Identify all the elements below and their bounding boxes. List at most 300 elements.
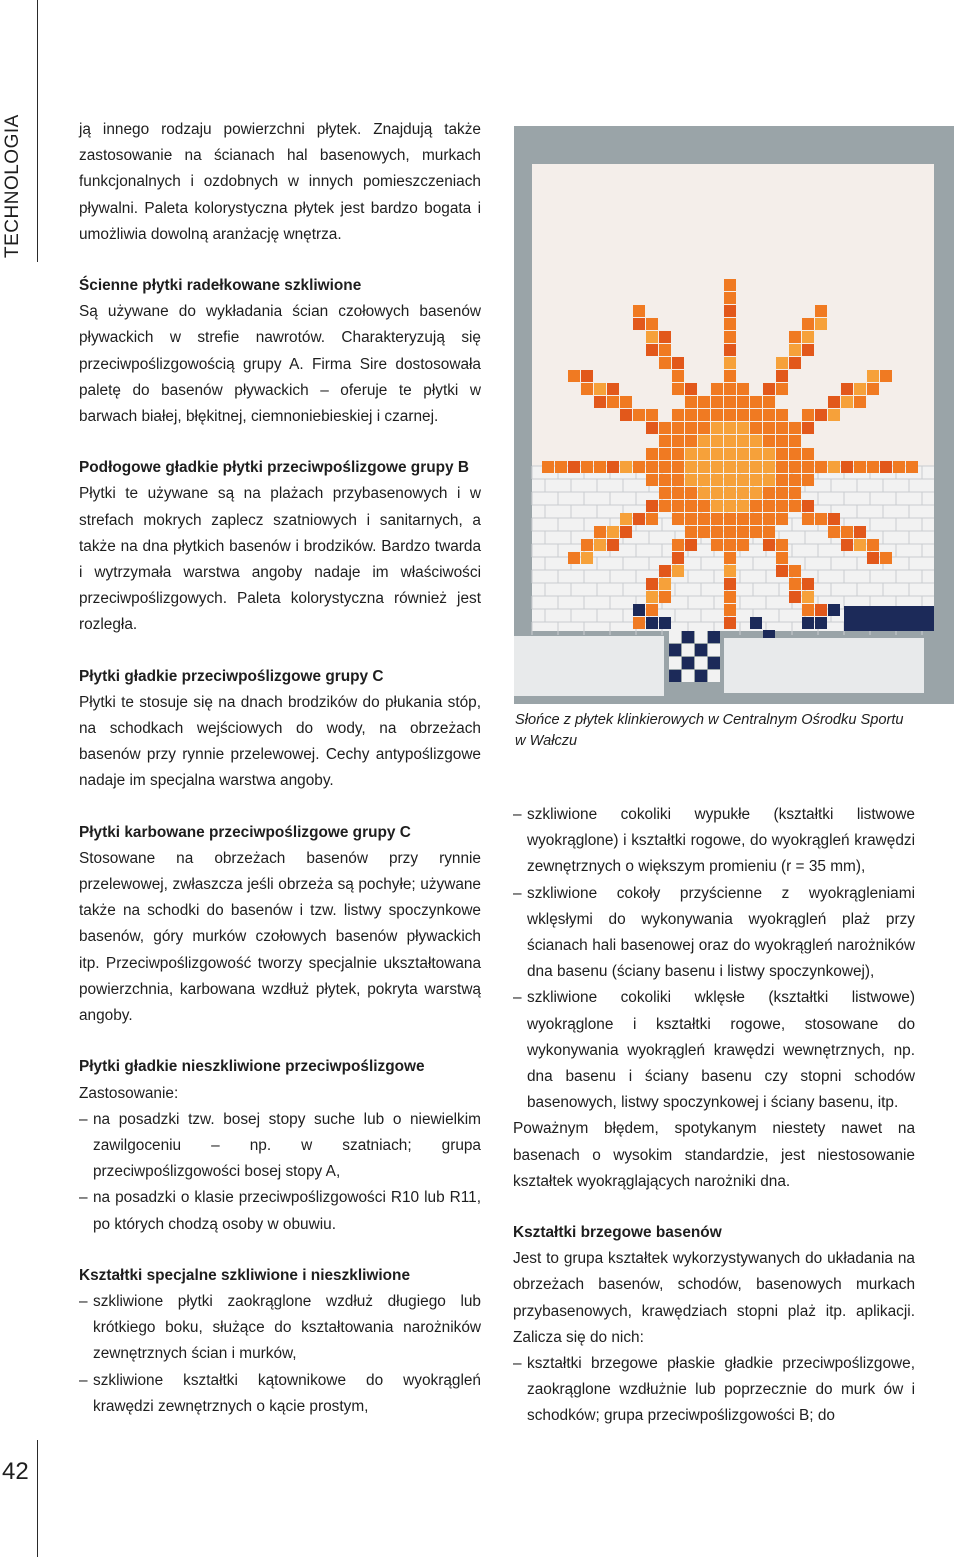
left-column — [79, 117, 481, 1420]
sun-tile — [685, 422, 697, 434]
sun-tile — [607, 461, 619, 473]
sun-tile — [815, 409, 827, 421]
sun-tile — [724, 604, 736, 616]
sun-tile — [711, 513, 723, 525]
sun-tile — [802, 500, 814, 512]
sun-tile — [854, 539, 866, 551]
sun-tile — [776, 383, 788, 395]
sun-tile — [685, 513, 697, 525]
section-body: Płytki te stosuje się na dnach brodzików do płukania stóp, na schodkach wejściowych do wody, na obrzeżach basenów przy rynnie przelewowej. Cechy antypoślizgowe nadaje im specjalna warstwa angoby. — [79, 693, 481, 790]
sun-tile — [763, 396, 775, 408]
sun-tile — [698, 500, 710, 512]
list-item: – szkliwione cokoliki wklęsłe (kształtki listwowe) wyokrąglone i kształtki rogowe, stosowane do wykonywania wyokrągleń krawędzi wewnętrznych, np. dna basenu i ściany basenu czy stopni schodów basenowych, listwy spoczynkowej i ściany basenu, itp. — [513, 985, 915, 1116]
sun-tile — [685, 539, 697, 551]
sun-tile — [802, 318, 814, 330]
sun-tile — [867, 539, 879, 551]
sun-tile — [776, 513, 788, 525]
sun-tile — [711, 448, 723, 460]
sun-tile — [724, 305, 736, 317]
sun-tile — [607, 526, 619, 538]
sun-tile — [776, 422, 788, 434]
list-item: – szkliwione płytki zaokrąglone wzdłuż długiego lub krótkiego boku, służące do kształtowania narożników zewnętrznych ścian i murków, — [79, 1289, 481, 1368]
sun-tile — [802, 578, 814, 590]
sun-tile — [789, 487, 801, 499]
sun-tile — [620, 513, 632, 525]
sun-tile — [776, 448, 788, 460]
sun-tile — [724, 357, 736, 369]
sun-tile — [776, 500, 788, 512]
sun-tile — [750, 422, 762, 434]
sun-tile — [867, 461, 879, 473]
sun-tile — [698, 396, 710, 408]
section-body: Stosowane na obrzeżach basenów przy rynnie przelewowej, zwłaszcza jeśli obrzeża są pochyłe; używane także na schodki do basenów i tzw. listwy spoczynkowe basenów, góry murków czołowych basenów pływackich itp. Przeciwpoślizgowość tworzy specjalnie ukształtowana powierzchnia, karbowana wzdłuż płytek, pokryta warstwą angoby. — [79, 849, 481, 1025]
section-heading: Płytki gładkie nieszkliwione przeciwpoślizgowe — [79, 1058, 425, 1076]
sun-tile — [763, 448, 775, 460]
warning-paragraph: Poważnym błędem, spotykanym niestety nawet na basenach o wysokim standardzie, jest niestosowanie kształtek wyokrąglających narożniki dna. — [513, 1120, 915, 1190]
sun-tile — [568, 552, 580, 564]
section-body: Płytki te używane są na plażach przybasenowych i w strefach mokrych zaplecz szatniowych i sanitarnych, a także na dna płytkich basenów i brodzików. Bardzo twarda i wytrzymała warstwa angoby nadaje im właściwości przeciwpoślizgowych. Paleta kolorystyczna również jest rozległa. — [79, 485, 481, 634]
sun-tile — [711, 409, 723, 421]
sun-tile — [698, 435, 710, 447]
sun-tile — [815, 604, 827, 616]
sun-tile — [724, 279, 736, 291]
sun-tile — [659, 500, 671, 512]
list-item: – szkliwione cokoły przyścienne z wyokrągleniami wklęsłymi do wykonywania wyokrągleń plaż przy ścianach hali basenowej oraz do wyokrągleń narożników dna basenu (ściany basenu i listwy spoczynkowej), — [513, 881, 915, 986]
sun-tile — [672, 565, 684, 577]
sun-tile — [646, 578, 658, 590]
sun-tile — [776, 487, 788, 499]
sun-tile — [594, 539, 606, 551]
sun-tile — [685, 487, 697, 499]
sun-tile — [672, 409, 684, 421]
sun-tile — [828, 461, 840, 473]
sun-tile — [724, 461, 736, 473]
sun-tile — [737, 500, 749, 512]
sun-tile — [737, 396, 749, 408]
sun-tile — [724, 565, 736, 577]
bench-left — [514, 636, 664, 696]
sun-tile — [724, 422, 736, 434]
sun-tile — [711, 526, 723, 538]
sun-tile — [737, 526, 749, 538]
sun-tile — [828, 409, 840, 421]
sun-tile — [789, 500, 801, 512]
sun-tile — [906, 461, 918, 473]
sun-tile — [841, 526, 853, 538]
sun-tile — [763, 487, 775, 499]
sun-tile — [568, 461, 580, 473]
page-number: 42 — [2, 1458, 29, 1485]
sun-tile — [789, 357, 801, 369]
checker-tile — [682, 644, 694, 656]
checker-tile — [708, 644, 720, 656]
sun-tile — [659, 344, 671, 356]
sun-tile — [659, 591, 671, 603]
sun-tile — [789, 565, 801, 577]
sun-tile — [711, 435, 723, 447]
list-item: – na posadzki tzw. bosej stopy suche lub o niewielkim zawilgoceniu – np. w szatniach; grupa przeciwpoślizgowości bosej stopy A, — [79, 1107, 481, 1186]
sun-tile — [711, 487, 723, 499]
sun-tile — [659, 422, 671, 434]
sun-tile — [659, 435, 671, 447]
sun-mosaic-image — [514, 126, 954, 704]
section-heading: Kształtki brzegowe basenów — [513, 1224, 722, 1242]
sun-tile — [698, 409, 710, 421]
sun-tile — [633, 513, 645, 525]
list-item: – szkliwione kształtki kątownikowe do wyokrągleń krawędzi zewnętrznych o kącie prostym, — [79, 1368, 481, 1420]
sun-tile — [776, 539, 788, 551]
sun-tile — [763, 526, 775, 538]
sun-tile — [776, 409, 788, 421]
sun-tile — [737, 422, 749, 434]
sun-tile — [763, 539, 775, 551]
navy-band — [844, 606, 934, 631]
sun-tile — [659, 578, 671, 590]
sun-tile — [724, 409, 736, 421]
sun-tile — [763, 422, 775, 434]
sun-tile — [867, 383, 879, 395]
navy-tile — [802, 617, 814, 629]
sun-tile — [646, 331, 658, 343]
sun-tile — [737, 487, 749, 499]
sun-tile — [828, 526, 840, 538]
sun-tile — [620, 526, 632, 538]
sun-tile — [581, 552, 593, 564]
checker-tile — [682, 657, 694, 669]
sun-tile — [789, 422, 801, 434]
sun-tile — [724, 513, 736, 525]
section-heading: Płytki karbowane przeciwpoślizgowe grupy C — [79, 823, 411, 841]
sun-tile — [698, 513, 710, 525]
sun-tile — [737, 513, 749, 525]
sun-tile — [685, 383, 697, 395]
sun-tile — [789, 578, 801, 590]
sun-tile — [750, 448, 762, 460]
sun-tile — [854, 526, 866, 538]
sun-tile — [724, 383, 736, 395]
sun-tile — [789, 474, 801, 486]
sun-tile — [581, 461, 593, 473]
sun-tile — [594, 383, 606, 395]
sun-tile — [750, 513, 762, 525]
section-body: Są używane do wykładania ścian czołowych basenów pływackich w strefie nawrotów. Charakteryzują się przeciwpoślizgowością grupy A. Firma Sire dostosowała paletę do basenów pływackich – oferuje te płytki w barwach białej, błękitnej, ciemnoniebieskiej i czarnej. — [79, 303, 481, 426]
checker-tile — [708, 670, 720, 682]
sun-tile — [620, 396, 632, 408]
sun-mosaic-photo — [514, 126, 954, 704]
sun-tile — [724, 396, 736, 408]
sun-tile — [750, 526, 762, 538]
sun-tile — [685, 500, 697, 512]
sun-tile — [724, 487, 736, 499]
sun-tile — [802, 409, 814, 421]
sun-tile — [802, 513, 814, 525]
sun-tile — [854, 461, 866, 473]
sun-tile — [815, 461, 827, 473]
section-label-text: TECHNOLOGIA — [2, 114, 23, 258]
sun-tile — [646, 474, 658, 486]
sun-tile — [802, 604, 814, 616]
sun-tile — [750, 500, 762, 512]
sun-tile — [841, 396, 853, 408]
sun-tile — [685, 435, 697, 447]
sun-tile — [750, 461, 762, 473]
sun-tile — [776, 357, 788, 369]
navy-tile — [828, 604, 840, 616]
sun-tile — [763, 435, 775, 447]
sun-tile — [750, 474, 762, 486]
sun-tile — [789, 344, 801, 356]
sun-tile — [802, 461, 814, 473]
navy-tile — [633, 604, 645, 616]
sun-tile — [776, 474, 788, 486]
sun-tile — [815, 305, 827, 317]
list-item: – szkliwione cokoliki wypukłe (kształtki listwowe wyokrąglone) i kształtki rogowe, do wyokrągleń krawędzi zewnętrznych o większym promieniu (r = 35 mm), — [513, 802, 915, 881]
sun-tile — [724, 526, 736, 538]
sun-tile — [659, 487, 671, 499]
navy-tile — [659, 617, 671, 629]
sun-tile — [802, 591, 814, 603]
sun-tile — [646, 500, 658, 512]
sun-tile — [711, 539, 723, 551]
sun-tile — [633, 305, 645, 317]
sun-tile — [841, 539, 853, 551]
sun-tile — [763, 474, 775, 486]
sun-tile — [711, 422, 723, 434]
sun-tile — [672, 357, 684, 369]
sun-tile — [581, 370, 593, 382]
sun-tile — [646, 422, 658, 434]
sun-tile — [763, 513, 775, 525]
sun-tile — [750, 409, 762, 421]
sun-tile — [620, 461, 632, 473]
sun-tile — [711, 500, 723, 512]
sun-tile — [854, 396, 866, 408]
checker-tile — [669, 631, 681, 643]
sun-tile — [672, 383, 684, 395]
sun-tile — [685, 448, 697, 460]
sun-tile — [672, 552, 684, 564]
list-item: – na posadzki o klasie przeciwpoślizgowości R10 lub R11, po których chodzą osoby w obuwiu. — [79, 1185, 481, 1237]
sun-tile — [880, 552, 892, 564]
sun-tile — [867, 552, 879, 564]
right-column — [513, 802, 915, 1430]
sun-tile — [789, 331, 801, 343]
sun-tile — [672, 448, 684, 460]
sun-tile — [724, 435, 736, 447]
sun-tile — [802, 474, 814, 486]
sun-tile — [698, 526, 710, 538]
section-heading: Podłogowe gładkie płytki przeciwpoślizgowe grupy B — [79, 459, 469, 477]
section-heading: Ścienne płytki radełkowane szkliwione — [79, 277, 362, 295]
sun-tile — [750, 487, 762, 499]
sun-tile — [646, 344, 658, 356]
sun-tile — [633, 617, 645, 629]
sun-tile — [893, 461, 905, 473]
checker-tile — [695, 631, 707, 643]
intro-paragraph: ją innego rodzaju powierzchni płytek. Znajdują także zastosowanie na ścianach hal basenowych, murkach funkcjonalnych i ozdobnych w innych pomieszczeniach pływalni. Paleta kolorystyczna płytek jest bardzo bogata i umożliwia dowolną aranżację wnętrza. — [79, 121, 481, 243]
checker-tile — [669, 657, 681, 669]
checker-tile — [708, 657, 720, 669]
sun-tile — [802, 422, 814, 434]
sun-tile — [698, 487, 710, 499]
sun-tile — [815, 513, 827, 525]
sun-tile — [867, 370, 879, 382]
sun-tile — [724, 500, 736, 512]
sun-tile — [841, 461, 853, 473]
sun-tile — [724, 292, 736, 304]
bench-right — [724, 638, 924, 693]
sun-tile — [685, 396, 697, 408]
sun-tile — [646, 318, 658, 330]
navy-tile — [815, 617, 827, 629]
sun-tile — [724, 617, 736, 629]
sun-tile — [620, 409, 632, 421]
sun-tile — [789, 435, 801, 447]
sun-tile — [685, 461, 697, 473]
sun-tile — [685, 474, 697, 486]
sun-tile — [789, 448, 801, 460]
sun-tile — [724, 318, 736, 330]
sun-tile — [581, 539, 593, 551]
sun-tile — [750, 396, 762, 408]
sun-tile — [776, 461, 788, 473]
photo-caption: Słońce z płytek klinkierowych w Centralnym Ośrodku Sportu w Wałczu — [515, 712, 904, 749]
sun-tile — [737, 435, 749, 447]
sun-tile — [607, 383, 619, 395]
checker-tile — [669, 644, 681, 656]
applications-lead: Zastosowanie: — [79, 1084, 179, 1102]
sun-tile — [633, 318, 645, 330]
sun-tile — [724, 591, 736, 603]
sun-tile — [646, 591, 658, 603]
sun-tile — [763, 383, 775, 395]
sun-tile — [776, 370, 788, 382]
sun-tile — [672, 500, 684, 512]
sun-tile — [815, 318, 827, 330]
checker-tile — [708, 631, 720, 643]
sun-tile — [698, 461, 710, 473]
sun-tile — [724, 474, 736, 486]
sun-tile — [646, 448, 658, 460]
checker-tile — [695, 670, 707, 682]
sun-tile — [802, 344, 814, 356]
sun-tile — [711, 461, 723, 473]
sun-tile — [672, 422, 684, 434]
section-heading: Płytki gładkie przeciwpoślizgowe grupy C — [79, 667, 384, 685]
sun-tile — [672, 539, 684, 551]
sun-tile — [698, 474, 710, 486]
list-item: – kształtki brzegowe płaskie gładkie przeciwpoślizgowe, zaokrąglone wzdłużnie lub poprzecznie do murk ów i schodków; grupa przeciwpoślizgowości B; do — [513, 1351, 915, 1430]
sun-tile — [880, 461, 892, 473]
sun-tile — [555, 461, 567, 473]
sun-tile — [737, 461, 749, 473]
sun-tile — [594, 526, 606, 538]
sun-tile — [646, 461, 658, 473]
sun-tile — [633, 409, 645, 421]
section-body: Jest to grupa kształtek wykorzystywanych do układania na obrzeżach basenów, schodów, basenowych murkach przybasenowych, krawędziach stopni plaż itp. aplikacji. Zalicza się do nich: — [513, 1250, 915, 1346]
sun-tile — [880, 370, 892, 382]
sun-tile — [594, 461, 606, 473]
checker-tile — [695, 644, 707, 656]
bottom-rule — [37, 1440, 38, 1557]
sun-tile — [672, 513, 684, 525]
sun-tile — [659, 331, 671, 343]
sun-tile — [659, 474, 671, 486]
sun-tile — [841, 383, 853, 395]
sun-tile — [672, 461, 684, 473]
sun-tile — [802, 331, 814, 343]
sun-tile — [724, 578, 736, 590]
sun-tile — [594, 396, 606, 408]
sun-tile — [724, 448, 736, 460]
sun-tile — [711, 474, 723, 486]
sun-tile — [802, 448, 814, 460]
sun-tile — [607, 396, 619, 408]
sun-tile — [646, 409, 658, 421]
sun-tile — [581, 383, 593, 395]
sun-tile — [698, 448, 710, 460]
sun-tile — [763, 461, 775, 473]
sun-tile — [828, 513, 840, 525]
sun-tile — [737, 409, 749, 421]
sun-tile — [646, 604, 658, 616]
checker-tile — [682, 631, 694, 643]
sun-tile — [542, 461, 554, 473]
sun-tile — [776, 435, 788, 447]
sun-tile — [750, 435, 762, 447]
sun-tile — [698, 422, 710, 434]
sun-tile — [789, 591, 801, 603]
sun-tile — [633, 461, 645, 473]
sun-tile — [763, 500, 775, 512]
sun-tile — [659, 357, 671, 369]
sun-tile — [776, 565, 788, 577]
sun-tile — [724, 552, 736, 564]
sun-tile — [724, 331, 736, 343]
sun-tile — [568, 370, 580, 382]
checker-tile — [669, 670, 681, 682]
sun-tile — [724, 370, 736, 382]
top-rule — [37, 0, 38, 262]
sun-tile — [711, 396, 723, 408]
sun-tile — [659, 448, 671, 460]
sun-tile — [854, 383, 866, 395]
checker-tile — [682, 670, 694, 682]
sun-tile — [789, 461, 801, 473]
sun-tile — [607, 539, 619, 551]
section-heading: Kształtki specjalne szkliwione i nieszkliwione — [79, 1266, 411, 1284]
sun-tile — [737, 448, 749, 460]
sun-tile — [763, 409, 775, 421]
sun-tile — [724, 344, 736, 356]
sun-tile — [672, 435, 684, 447]
sun-tile — [711, 383, 723, 395]
sun-tile — [672, 370, 684, 382]
sun-tile — [776, 552, 788, 564]
navy-tile — [646, 617, 658, 629]
sun-tile — [646, 513, 658, 525]
sun-tile — [724, 539, 736, 551]
sun-tile — [685, 526, 697, 538]
sun-tile — [685, 409, 697, 421]
sun-tile — [672, 487, 684, 499]
sun-tile — [737, 539, 749, 551]
sun-tile — [672, 474, 684, 486]
navy-tile — [750, 617, 762, 629]
sun-tile — [659, 461, 671, 473]
sun-tile — [737, 474, 749, 486]
sun-tile — [659, 565, 671, 577]
